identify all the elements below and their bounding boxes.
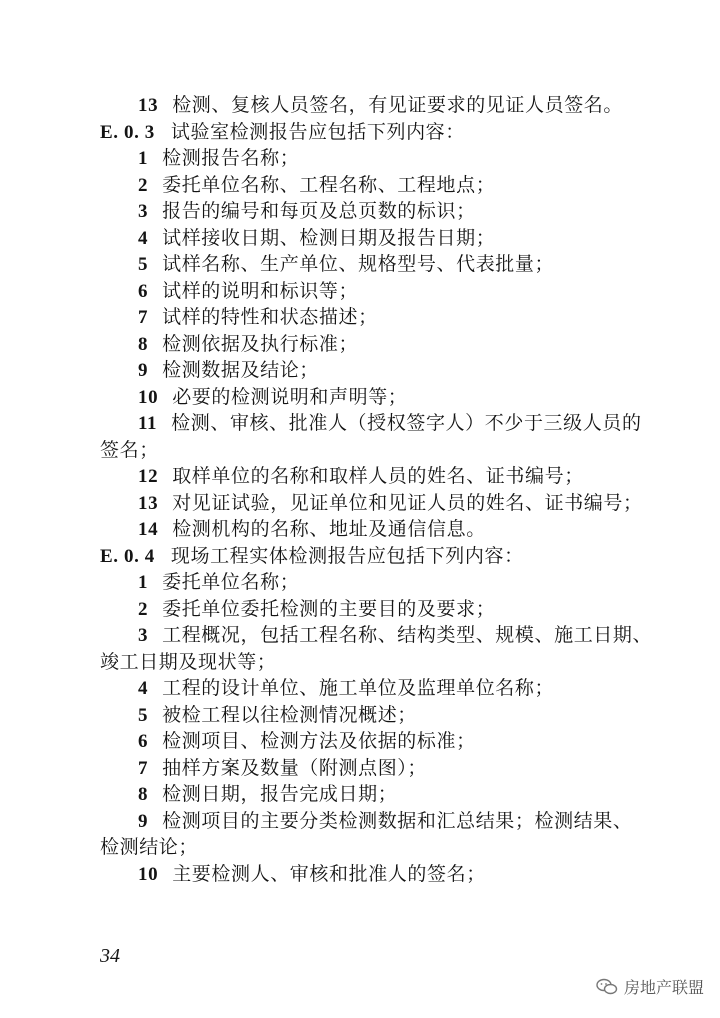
item-text: 对见证试验，见证单位和见证人员的姓名、证书编号； xyxy=(172,491,643,514)
item-number: 3 xyxy=(138,201,149,222)
continuation-line xyxy=(100,437,660,463)
section-text: 现场工程实体检测报告应包括下列内容： xyxy=(170,544,524,567)
list-item xyxy=(138,781,698,807)
item-text: 委托单位名称； xyxy=(162,571,300,593)
list-item xyxy=(138,357,698,383)
item-text: 试样的特性和状态描述； xyxy=(162,306,378,328)
item-number: 9 xyxy=(138,360,149,381)
list-item xyxy=(138,278,698,304)
list-item xyxy=(138,304,698,330)
continuation-text: 竣工日期及现状等； xyxy=(100,650,277,673)
item-text: 委托单位名称、工程名称、工程地点； xyxy=(162,173,496,196)
item-text: 被检工程以往检测情况概述； xyxy=(162,703,417,726)
continuation-text: 签名； xyxy=(100,438,159,461)
list-item xyxy=(138,463,698,489)
item-text: 检测日期，报告完成日期； xyxy=(162,783,398,805)
item-number: 12 xyxy=(138,466,159,487)
item-text: 检测项目的主要分类检测数据和汇总结果；检测结果、 xyxy=(162,809,633,832)
section-text: 试验室检测报告应包括下列内容： xyxy=(170,120,465,143)
item-number: 8 xyxy=(138,784,149,805)
item-number: 11 xyxy=(138,413,158,434)
list-item xyxy=(138,702,698,728)
section-heading xyxy=(100,543,660,569)
section-number: E. 0. 3 xyxy=(100,121,155,143)
continuation-line xyxy=(100,834,660,860)
list-item xyxy=(138,622,698,648)
watermark-text: 房地产联盟 xyxy=(623,978,704,997)
list-item xyxy=(138,145,698,171)
item-number: 5 xyxy=(138,704,149,726)
item-number: 9 xyxy=(138,810,149,832)
item-number: 7 xyxy=(138,307,149,328)
item-text: 抽样方案及数量（附测点图）； xyxy=(162,756,428,779)
item-number: 8 xyxy=(138,333,149,355)
list-item xyxy=(138,384,698,410)
list-item xyxy=(138,728,698,754)
item-number: 10 xyxy=(138,386,159,408)
item-number: 14 xyxy=(138,519,159,540)
wechat-icon xyxy=(596,978,618,996)
item-number: 4 xyxy=(138,227,149,249)
list-item xyxy=(138,755,698,781)
item-text: 委托单位委托检测的主要目的及要求； xyxy=(162,597,496,620)
item-number: 7 xyxy=(138,757,149,779)
item-text: 试样的说明和标识等； xyxy=(162,279,359,302)
item-text: 检测机构的名称、地址及通信信息。 xyxy=(172,518,486,540)
list-item xyxy=(138,331,698,357)
item-text: 检测报告名称； xyxy=(162,147,300,169)
list-item xyxy=(138,596,698,622)
item-text: 检测项目、检测方法及依据的标准； xyxy=(162,730,476,752)
list-item xyxy=(138,861,698,887)
section-number: E. 0. 4 xyxy=(100,545,155,567)
list-item xyxy=(138,410,698,436)
item-number: 5 xyxy=(138,254,149,275)
item-text: 工程的设计单位、施工单位及监理单位名称； xyxy=(162,677,555,699)
item-number: 13 xyxy=(138,492,159,514)
item-text: 检测数据及结论； xyxy=(162,359,319,381)
item-text: 检测依据及执行标准； xyxy=(162,332,359,355)
list-item xyxy=(138,92,698,118)
item-number: 6 xyxy=(138,280,149,302)
item-text: 试样名称、生产单位、规格型号、代表批量； xyxy=(162,253,555,275)
list-item xyxy=(138,808,698,834)
item-text: 主要检测人、审核和批准人的签名； xyxy=(172,862,486,885)
list-item xyxy=(138,225,698,251)
item-text: 报告的编号和每页及总页数的标识； xyxy=(162,200,476,222)
item-number: 2 xyxy=(138,174,149,196)
item-number: 2 xyxy=(138,598,149,620)
item-number: 3 xyxy=(138,625,149,646)
continuation-line xyxy=(100,649,660,675)
list-item xyxy=(138,516,698,542)
item-text: 必要的检测说明和声明等； xyxy=(172,385,408,408)
item-text: 检测、审核、批准人（授权签字人）不少于三级人员的 xyxy=(171,412,642,434)
list-item xyxy=(138,172,698,198)
list-item xyxy=(138,198,698,224)
item-number: 1 xyxy=(138,572,149,593)
page-number: 34 xyxy=(100,945,120,967)
continuation-text: 检测结论； xyxy=(100,836,199,858)
item-number: 4 xyxy=(138,678,149,699)
item-text: 检测、复核人员签名，有见证要求的见证人员签名。 xyxy=(172,94,624,116)
item-number: 13 xyxy=(138,95,159,116)
item-number: 10 xyxy=(138,863,159,885)
watermark xyxy=(596,975,704,998)
item-number: 1 xyxy=(138,148,149,169)
item-text: 取样单位的名称和取样人员的姓名、证书编号； xyxy=(172,465,584,487)
item-text: 工程概况，包括工程名称、结构类型、规模、施工日期、 xyxy=(162,624,653,646)
item-number: 6 xyxy=(138,731,149,752)
list-item xyxy=(138,675,698,701)
list-item xyxy=(138,569,698,595)
list-item xyxy=(138,490,698,516)
list-item xyxy=(138,251,698,277)
item-text: 试样接收日期、检测日期及报告日期； xyxy=(162,226,496,249)
section-heading xyxy=(100,119,660,145)
